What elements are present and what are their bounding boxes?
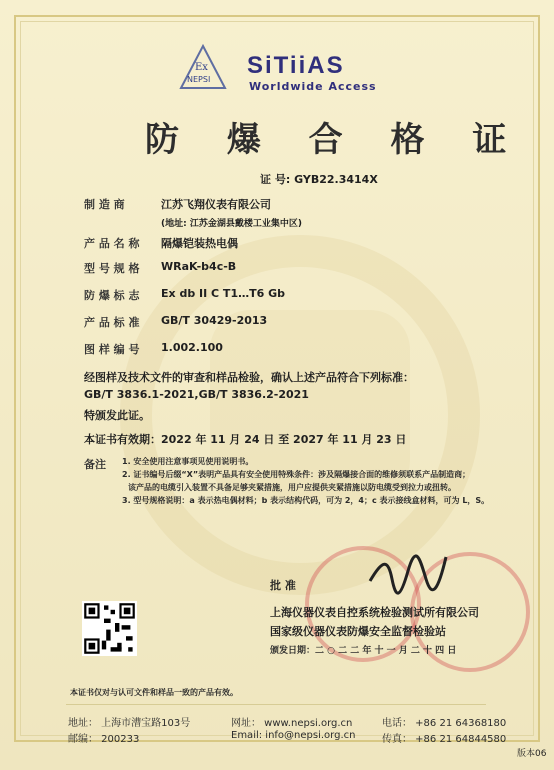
approval-org-1: 上海仪器仪表自控系统检验测试所有限公司 — [270, 606, 479, 619]
field-label-standard: 产 品 标 准 — [84, 316, 140, 329]
footer-email: Email: info@nepsi.org.cn — [231, 730, 356, 741]
note-item-1: 1. 安全使用注意事项见使用说明书。 — [122, 457, 254, 466]
footer-disclaimer: 本证书仅对与认可文件和样品一致的产品有效。 — [70, 688, 238, 697]
qr-code-icon — [82, 601, 137, 656]
issue-date: 颁发日期：二 ○ 二 二 年 十 一 月 二 十 四 日 — [270, 646, 457, 656]
footer-postcode: 邮编： 200233 — [68, 734, 140, 745]
field-value-model: WRaK-b4c-B — [161, 260, 237, 273]
footer-address: 地址： 上海市漕宝路103号 — [68, 718, 191, 729]
svg-text:Ex: Ex — [195, 62, 208, 73]
approval-org-2: 国家级仪器仪表防爆安全监督检验站 — [270, 625, 446, 638]
field-label-drawing-no: 图 样 编 号 — [84, 343, 140, 356]
field-label-manufacturer: 制 造 商 — [84, 198, 125, 211]
validity-period: 本证书有效期：2022 年 11 月 24 日 至 2027 年 11 月 23 日 — [84, 433, 407, 446]
field-label-ex-mark: 防 爆 标 志 — [84, 289, 140, 302]
notes-label: 备注 — [84, 458, 106, 471]
sitias-brand: SiTiiAS — [247, 52, 345, 79]
field-value-product-name: 隔爆铠装热电偶 — [161, 237, 238, 250]
field-value-ex-mark: Ex db II C T1…T6 Gb — [161, 287, 285, 300]
note-item-2-continued: 该产品的电缆引入装置不具备足够夹紧措施，用户应提供夹紧措施以防电缆受到拉力或扭转。 — [128, 483, 456, 492]
svg-text:NEPSI: NEPSI — [187, 75, 211, 84]
field-label-model: 型 号 规 格 — [84, 262, 140, 275]
footer-website: 网址： www.nepsi.org.cn — [231, 718, 353, 729]
field-value-standard: GB/T 30429-2013 — [161, 314, 268, 327]
statement-line-3: 特颁发此证。 — [84, 409, 150, 422]
statement-line-2: GB/T 3836.1-2021,GB/T 3836.2-2021 — [84, 388, 309, 401]
certificate-number-label: 证 号: — [260, 173, 291, 186]
footer-fax: 传真： +86 21 64844580 — [382, 734, 507, 745]
ex-nepsi-logo-icon — [179, 44, 227, 92]
page-title: 防 爆 合 格 证 — [145, 120, 525, 160]
footer-divider — [66, 704, 486, 705]
note-item-3: 3. 型号规格说明：a 表示热电偶材料；b 表示结构代码，可为 2，4；c 表示接线盒材料，可为 L，S。 — [122, 496, 490, 505]
note-item-2: 2. 证书编号后缀“X”表明产品具有安全使用特殊条件：涉及隔爆接合面的维修须联系产品制造商； — [122, 470, 471, 479]
version-label: 版本06 — [517, 749, 547, 759]
manufacturer-address: (地址: 江苏金湖县戴楼工业集中区) — [161, 219, 302, 229]
certificate-number — [260, 171, 378, 187]
footer-telephone: 电话： +86 21 64368180 — [382, 718, 507, 729]
signature-icon — [368, 551, 448, 601]
field-label-product-name: 产 品 名 称 — [84, 237, 140, 250]
statement-line-1: 经图样及技术文件的审查和样品检验，确认上述产品符合下列标准： — [84, 371, 414, 384]
field-value-manufacturer: 江苏飞翔仪表有限公司 — [161, 198, 271, 211]
field-value-drawing-no: 1.002.100 — [161, 341, 223, 354]
approval-label: 批 准 — [270, 579, 296, 592]
brand-tagline: Worldwide Access — [249, 80, 377, 93]
certificate-number-value: GYB22.3414X — [294, 173, 378, 186]
